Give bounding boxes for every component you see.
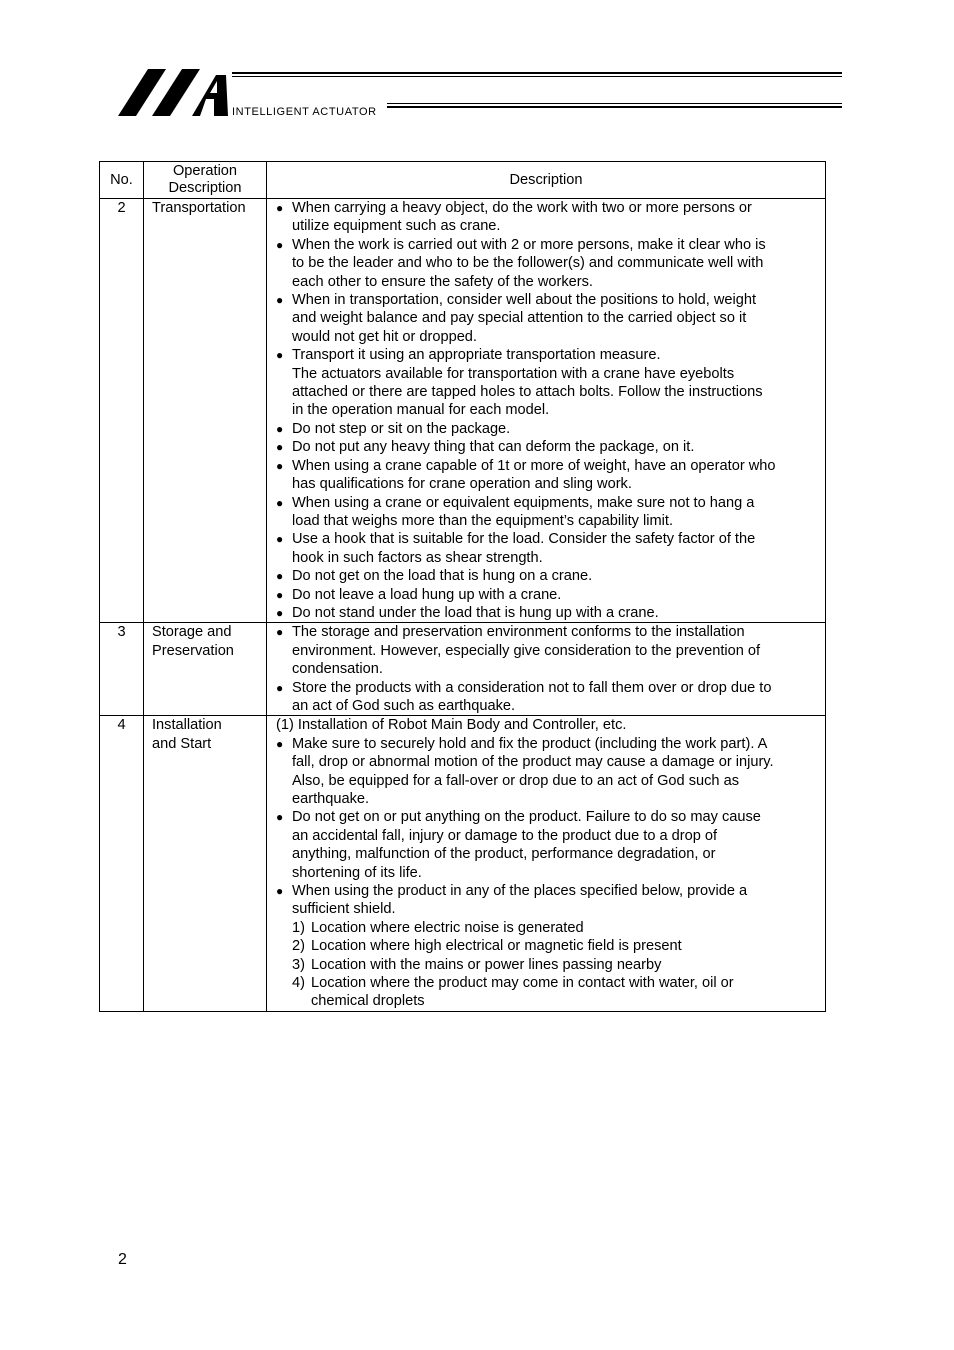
bullet-item — [276, 808, 821, 826]
bullet-item — [276, 291, 821, 309]
bullet-icon: ● — [276, 569, 284, 584]
bullet-continuation — [276, 254, 821, 272]
section-heading: (1) Installation of Robot Main Body and Controller, etc. — [276, 717, 627, 734]
header-operation — [144, 162, 267, 199]
header-rule-top-thin — [232, 76, 842, 77]
bullet-icon: ● — [276, 293, 284, 308]
header-rule-top-thick — [232, 72, 842, 74]
bullet-icon: ● — [276, 458, 284, 473]
bullet-item — [276, 604, 821, 622]
brand-name: INTELLIGENT ACTUATOR — [232, 106, 377, 118]
bullet-item — [276, 735, 821, 753]
numbered-item — [276, 919, 821, 937]
line-text: When carrying a heavy object, do the work with two or more persons or — [292, 200, 752, 216]
line-text: chemical droplets — [311, 993, 425, 1010]
bullet-continuation — [276, 753, 821, 771]
header-no: No. — [100, 162, 144, 199]
line-text: sufficient shield. — [292, 901, 396, 918]
line-text: The storage and preservation environment conforms to the installation — [292, 624, 745, 641]
numbered-item — [276, 937, 821, 955]
line-text: utilize equipment such as crane. — [292, 218, 501, 235]
bullet-continuation — [276, 900, 821, 918]
line-text: anything, malfunction of the product, performance degradation, or — [292, 846, 716, 863]
line-text: fall, drop or abnormal motion of the product may cause a damage or injury. — [292, 754, 774, 771]
line-text: environment. However, especially give consideration to the prevention of — [292, 642, 761, 659]
header-description: Description — [267, 162, 826, 199]
table-row — [100, 623, 826, 716]
line-text: and weight balance and pay special attention to the carried object so it — [292, 310, 747, 327]
operation-cell — [144, 623, 267, 716]
line-text: Also, be equipped for a fall-over or drop due to an act of God such as — [292, 772, 740, 789]
bullet-icon: ● — [276, 201, 284, 215]
header-rule-bottom-thin — [387, 103, 842, 104]
row-number: 3 — [100, 623, 144, 716]
row-number: 2 — [100, 199, 144, 623]
line-text: attached or there are tapped holes to attach bolts. Follow the instructions — [292, 384, 763, 401]
line-text: hook in such factors as shear strength. — [292, 549, 543, 566]
operation-label: Preservation — [152, 642, 234, 659]
line-text: Do not put any heavy thing that can deform the package, on it. — [292, 439, 695, 456]
item-number: 4) — [292, 975, 305, 992]
bullet-item — [276, 438, 821, 456]
bullet-continuation — [276, 309, 821, 327]
bullet-item — [276, 494, 821, 512]
numbered-item — [276, 956, 821, 974]
line-text: earthquake. — [292, 791, 370, 807]
bullet-icon: ● — [276, 884, 284, 899]
line-text: Do not get on the load that is hung on a crane. — [292, 568, 593, 585]
iai-logo-icon — [118, 69, 230, 117]
line-text: Store the products with a consideration not to fall them over or drop due to — [292, 679, 772, 696]
operation-label: Installation — [152, 717, 222, 734]
table-row — [100, 199, 826, 623]
line-text: shortening of its life. — [292, 864, 422, 881]
bullet-item — [276, 199, 821, 217]
line-text: an act of God such as earthquake. — [292, 697, 516, 714]
bullet-continuation — [276, 365, 821, 383]
bullet-item — [276, 567, 821, 585]
line-text: Make sure to securely hold and fix the product (including the work part). A — [292, 735, 768, 752]
bullet-icon: ● — [276, 532, 284, 547]
bullet-icon: ● — [276, 736, 284, 751]
operation-label: Transportation — [152, 200, 246, 216]
bullet-continuation — [276, 549, 821, 567]
operation-label: and Start — [152, 735, 212, 752]
bullet-continuation — [276, 401, 821, 419]
row-number: 4 — [100, 716, 144, 1012]
bullet-item — [276, 457, 821, 475]
bullet-continuation — [276, 475, 821, 493]
line-text: would not get hit or dropped. — [292, 328, 477, 345]
table-row — [100, 716, 826, 1012]
line-text: each other to ensure the safety of the workers. — [292, 273, 593, 290]
bullet-icon: ● — [276, 605, 284, 620]
line-text: When in transportation, consider well about the positions to hold, weight — [292, 292, 757, 309]
line-text: in the operation manual for each model. — [292, 402, 550, 419]
page-number: 2 — [118, 1251, 127, 1268]
numbered-item — [276, 974, 821, 992]
table-header-row — [100, 162, 826, 199]
numbered-continuation — [276, 992, 821, 1010]
bullet-item — [276, 586, 821, 604]
header-rule-bottom-thick — [387, 106, 842, 108]
page-header — [0, 0, 954, 130]
line-text: has qualifications for crane operation and sling work. — [292, 476, 632, 493]
header-operation-line1: Operation — [172, 163, 238, 179]
bullet-icon: ● — [276, 625, 284, 640]
item-number: 3) — [292, 956, 305, 973]
line-text: Location where electric noise is generated — [311, 919, 584, 936]
line-text: to be the leader and who to be the follower(s) and communicate well with — [292, 255, 764, 272]
line-text: When using a crane or equivalent equipments, make sure not to hang a — [292, 494, 755, 511]
bullet-item — [276, 530, 821, 548]
bullet-continuation — [276, 790, 821, 808]
line-text: When using a crane capable of 1t or more of weight, have an operator who — [292, 457, 776, 474]
line-text: Transport it using an appropriate transportation measure. — [292, 347, 661, 364]
bullet-icon: ● — [276, 680, 284, 695]
bullet-item — [276, 420, 821, 438]
description-cell — [267, 623, 826, 716]
header-operation-line2: Description — [168, 180, 242, 196]
bullet-continuation — [276, 512, 821, 530]
bullet-continuation — [276, 827, 821, 845]
line-text: Location with the mains or power lines passing nearby — [311, 956, 662, 973]
line-text: Do not stand under the load that is hung up with a crane. — [292, 604, 659, 621]
operations-table — [99, 161, 826, 1012]
bullet-icon: ● — [276, 348, 284, 363]
line-text: condensation. — [292, 661, 383, 678]
operation-label: Storage and — [152, 624, 232, 641]
bullet-item — [276, 679, 821, 697]
table-body — [100, 199, 826, 1012]
bullet-continuation — [276, 328, 821, 346]
bullet-item — [276, 346, 821, 364]
bullet-item — [276, 623, 821, 641]
bullet-icon: ● — [276, 440, 284, 455]
line-text: Use a hook that is suitable for the load. Consider the safety factor of the — [292, 531, 756, 548]
operation-cell — [144, 716, 267, 1012]
bullet-continuation — [276, 273, 821, 291]
bullet-item — [276, 882, 821, 900]
line-text: When using the product in any of the places specified below, provide a — [292, 883, 748, 900]
description-cell — [267, 716, 826, 1012]
bullet-icon: ● — [276, 421, 284, 436]
line-text: When the work is carried out with 2 or more persons, make it clear who is — [292, 236, 766, 253]
line-text: Do not leave a load hung up with a crane. — [292, 586, 562, 603]
line-text: Location where high electrical or magnetic field is present — [311, 938, 682, 955]
bullet-icon: ● — [276, 237, 284, 252]
bullet-icon: ● — [276, 495, 284, 510]
line-text: an accidental fall, injury or damage to the product due to a drop of — [292, 827, 718, 844]
item-number: 2) — [292, 938, 305, 955]
bullet-continuation — [276, 217, 821, 235]
operation-cell — [144, 199, 267, 623]
bullet-icon: ● — [276, 810, 284, 825]
bullet-continuation — [276, 642, 821, 660]
line-text: Location where the product may come in contact with water, oil or — [311, 975, 734, 992]
line-text: The actuators available for transportation with a crane have eyebolts — [292, 365, 735, 382]
line-text: load that weighs more than the equipment’s capability limit. — [292, 512, 673, 529]
bullet-icon: ● — [276, 587, 284, 602]
bullet-continuation — [276, 845, 821, 863]
bullet-continuation — [276, 660, 821, 678]
line-text: Do not step or sit on the package. — [292, 420, 511, 437]
bullet-item — [276, 236, 821, 254]
description-cell — [267, 199, 826, 623]
item-number: 1) — [292, 919, 305, 936]
bullet-continuation — [276, 697, 821, 715]
bullet-continuation — [276, 383, 821, 401]
bullet-continuation — [276, 864, 821, 882]
bullet-continuation — [276, 772, 821, 790]
line-text: Do not get on or put anything on the product. Failure to do so may cause — [292, 809, 761, 826]
